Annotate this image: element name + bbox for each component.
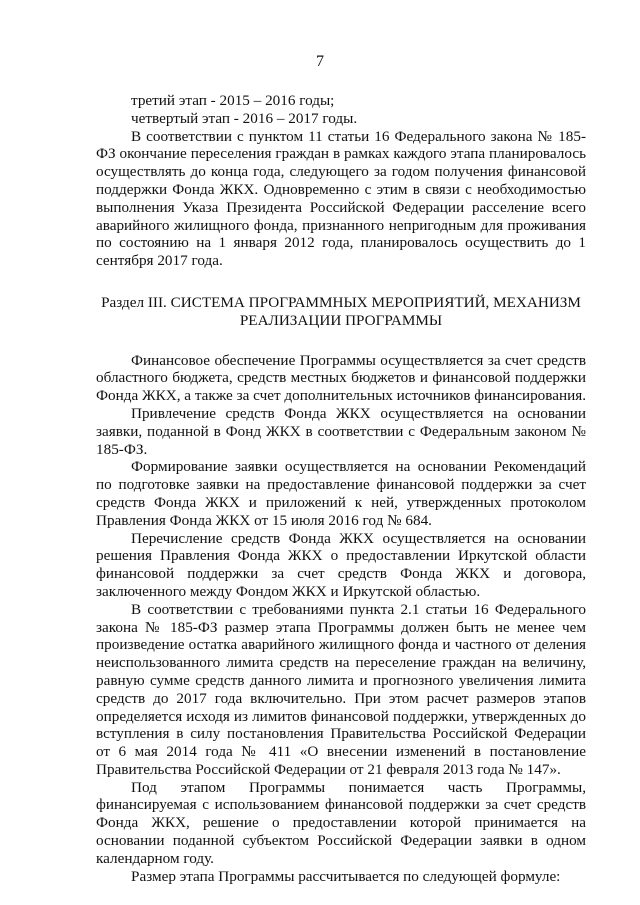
paragraph-application: Привлечение средств Фонда ЖКХ осуществляется на основании заявки, поданной в Фонд ЖКХ в соответствии с Федеральным законом № 185-ФЗ. [96,404,586,458]
paragraph-relocation-deadline: В соответствии с пунктом 11 статьи 16 Федерального закона № 185-ФЗ окончание переселения граждан в рамках каждого этапа планировалось осуществлять до конца года, следующего за годом получения финансовой поддержки Фонда ЖКХ. Одновременно с этим в связи с необходимостью выполнения Указа Президента Российской Федерации расселение всего аварийного жилищного фонда, признанного непригодным для проживания по состоянию на 1 января 2012 года, планировалось осуществить до 1 сентября 2017 года. [96,127,586,270]
section-heading-line1: Раздел III. СИСТЕМА ПРОГРАММНЫХ МЕРОПРИЯТИЙ, МЕХАНИЗМ [101,293,581,311]
paragraph-transfer: Перечисление средств Фонда ЖКХ осуществляется на основании решения Правления Фонда ЖКХ о предоставлении Иркутской области финансовой поддержки за счет средств Фонда ЖКХ и договора, заключенного между Фондом ЖКХ и Иркутской областью. [96,529,586,600]
paragraph-stage-definition: Под этапом Программы понимается часть Программы, финансируемая с использованием финансовой поддержки за счет средств Фонда ЖКХ, решение о предоставлении которой принимается на основании поданной субъектом Российской Федерации заявки в одном календарном году. [96,778,586,867]
section-heading-line2: РЕАЛИЗАЦИИ ПРОГРАММЫ [239,311,443,329]
page-number: 7 [316,53,324,70]
section-heading [96,294,586,330]
stage-line-4: четвертый этап - 2016 – 2017 годы. [131,109,358,127]
stage-line-3: третий этап - 2015 – 2016 годы; [131,92,335,109]
document-body [96,92,586,885]
paragraph-formula-intro: Размер этапа Программы рассчитывается по следующей формуле: [131,867,561,885]
paragraph-application-forming: Формирование заявки осуществляется на основании Рекомендаций по подготовке заявки на предоставление финансовой поддержки за счет средств Фонда ЖКХ и приложений к ней, утвержденных протоколом Правления Фонда ЖКХ от 15 июля 2016 год № 684. [96,458,586,529]
paragraph-financing: Финансовое обеспечение Программы осуществляется за счет средств областного бюджета, средств местных бюджетов и финансовой поддержки Фонда ЖКХ, а также за счет дополнительных источников финансирования. [96,351,587,405]
paragraph-stage-size-requirements: В соответствии с требованиями пункта 2.1 статьи 16 Федерального закона № 185-ФЗ размер этапа Программы должен быть не менее чем произведение остатка аварийного жилищного фонда и частного от деления неиспользованного лимита средств на переселение граждан на величину, равную сумме средств данного лимита и прогнозного увеличения лимита средств до 2017 года включительно. При этом расчет размеров этапов определяется исходя из лимитов финансовой поддержки, утвержденных до вступления в силу постановления Правительства Российской Федерации от 6 мая 2014 года № 411 «О внесении изменений в постановление Правительства Российской Федерации от 21 февраля 2013 года № 147». [96,600,586,778]
